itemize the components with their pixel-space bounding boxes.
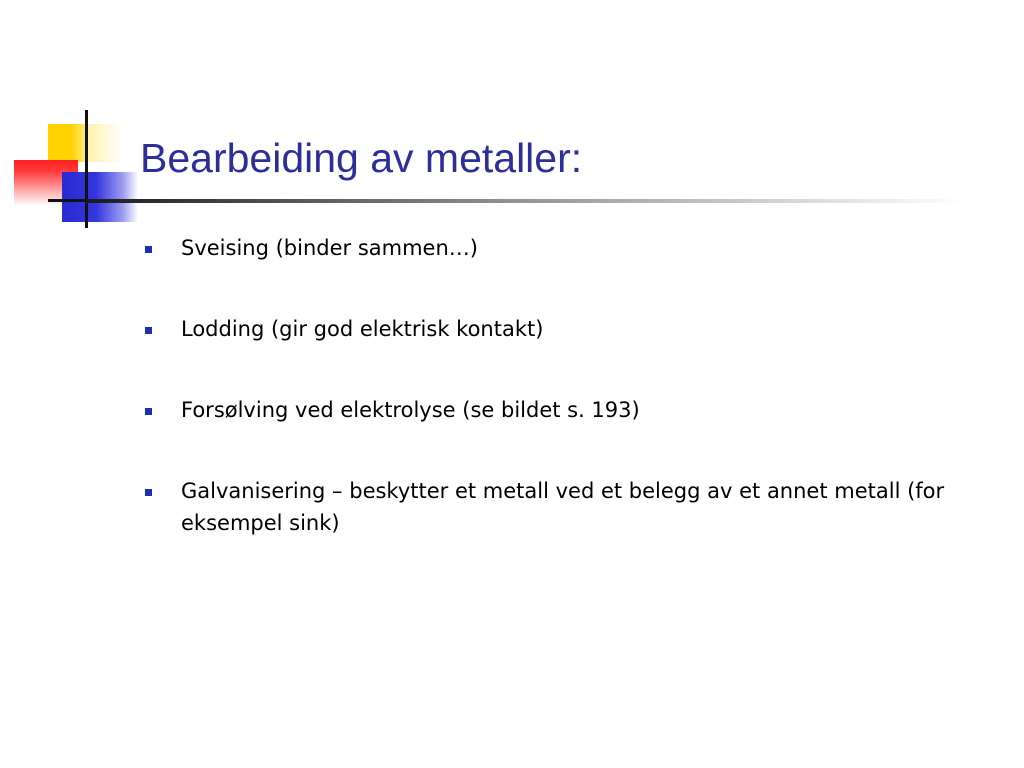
bullet-text: Sveising (binder sammen…) xyxy=(181,236,478,260)
title-underline xyxy=(86,199,966,203)
bullet-item xyxy=(140,313,960,345)
bullet-item xyxy=(140,232,960,264)
bullet-square-icon xyxy=(145,489,152,496)
bullet-text: Forsølving ved elektrolyse (se bildet s. 193) xyxy=(181,398,640,422)
bullet-item xyxy=(140,394,960,426)
bullet-square-icon xyxy=(145,246,152,253)
bullet-text: Galvanisering – beskytter et metall ved et belegg av et annet metall (for eksempel sink) xyxy=(181,479,945,535)
bullet-square-icon xyxy=(145,408,152,415)
yellow-square-icon xyxy=(48,124,86,162)
bullet-list xyxy=(140,232,960,588)
blue-square-icon xyxy=(62,172,138,222)
yellow-fade-square-icon xyxy=(86,124,122,162)
bullet-square-icon xyxy=(145,327,152,334)
bullet-text: Lodding (gir god elektrisk kontakt) xyxy=(181,317,544,341)
bullet-item xyxy=(140,475,960,539)
decorative-logo xyxy=(0,0,150,240)
slide-title: Bearbeiding av metaller: xyxy=(140,135,583,181)
horizontal-divider-line xyxy=(48,199,88,202)
vertical-divider-line xyxy=(85,110,88,228)
